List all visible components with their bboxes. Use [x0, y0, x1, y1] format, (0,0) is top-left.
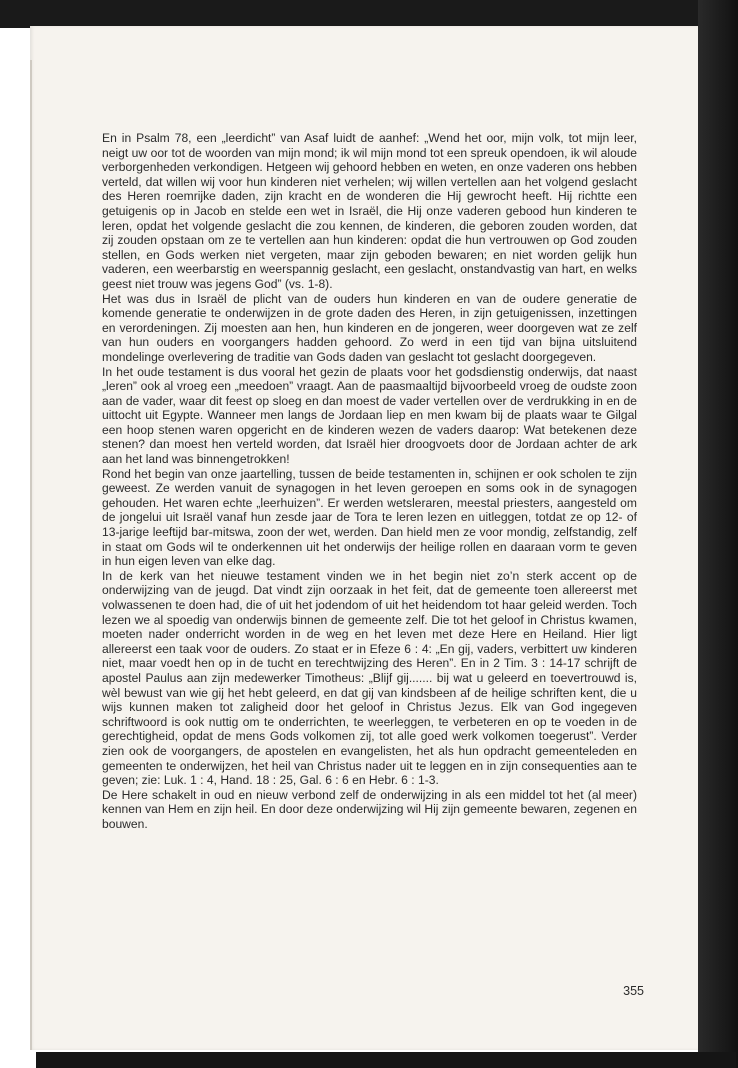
paragraph-israel-duty: Het was dus in Israël de plicht van de ouders hun kinderen en van de oudere generatie de komende generatie te onderwijzen in de grote daden des Heren, in zijn getuigenissen, inzettingen en verordeningen. Zij moesten aan hen, hun kinderen en de jongeren, weer doorgeven wat ze zelf van hun ouders en voorgangers hadden gehoord. Zo werd in een tijd van bijna uitsluitend mondelinge overlevering de traditie van Gods daden van geslacht tot geslacht doorgegeven. [102, 291, 637, 364]
page-number: 355 [623, 984, 644, 998]
paragraph-psalm-78: En in Psalm 78, een „leerdicht” van Asaf luidt de aanhef: „Wend het oor, mijn volk, tot mijn leer, neigt uw oor tot de woorden van mijn mond; ik wil mijn mond tot een spreuk opendoen, ik wil aloude verborgenheden verkondigen. Hetgeen wij gehoord hebben en weten, en onze vaderen ons hebben verteld, dat willen wij voor hun kinderen niet verhelen; wij willen vertellen aan het volgend geslacht des Heren roemrijke daden, zijn kracht en de wonderen die Hij gewrocht heeft. Hij richtte een getuigenis op in Jacob en stelde een wet in Israël, die Hij onze vaderen gebood hun kinderen te leren, opdat het volgende geslacht die zou kennen, de kinderen, die geboren zouden worden, dat zij zouden opstaan om ze te vertellen aan hun kinderen: opdat die hun vertrouwen op God zouden stellen, en Gods werken niet vergeten, maar zijn geboden bewaren; en niet worden gelijk hun vaderen, een weerbarstig en weerspannig geslacht, een geslacht, onstandvastig van hart, en welks geest niet trouw was jegens God” (vs. 1-8). [102, 131, 637, 291]
paragraph-old-testament-family: In het oude testament is dus vooral het gezin de plaats voor het godsdienstig onderwijs, dat naast „leren” ook al vroeg een „meedoen” vraagt. Aan de paasmaaltijd bijvoorbeeld vroeg de oudste zoon aan de vader, waar dit feest op sloeg en dan moest de vader vertellen over de verdrukking in en de uittocht uit Egypte. Wanneer men langs de Jordaan liep en men kwam bij de plaats waar te Gilgal een hoop stenen waren opgericht en de kinderen wezen de vaders daarop: Wat betekenen deze stenen? dan moest hen verteld worden, dat Israël hier droogvoets door de Jordaan achter de ark aan het land was binnengetrokken! [102, 364, 637, 467]
scan-border-right [698, 0, 738, 1068]
body-text [102, 131, 637, 832]
paragraph-new-testament-church: In de kerk van het nieuwe testament vinden we in het begin niet zo’n sterk accent op de onderwijzing van de jeugd. Dat vindt zijn oorzaak in het feit, dat de gemeente toen allereerst met volwassenen te doen had, die of uit het jodendom of uit het heidendom tot haar geleid werden. Toch lezen we al spoedig van onderwijs binnen de gemeente zelf. Die tot het geloof in Christus kwamen, moeten nader onderricht worden in de weg en het leven met deze Here en Heiland. Hier ligt allereerst een taak voor de ouders. Zo staat er in Efeze 6 : 4: „En gij, vaders, verbittert uw kinderen niet, maar voedt hen op in de tucht en terechtwijzing des Heren”. En in 2 Tim. 3 : 14-17 schrijft de apostel Paulus aan zijn medewerker Timotheus: „Blijf gij....... bij wat u geleerd en toevertrouwd is, wèl bewust van wie gij het hebt geleerd, en dat gij van kindsbeen af de heilige schriften kent, die u wijs kunnen maken tot zaligheid door het geloof in Christus Jezus. Elk van God ingegeven schriftwoord is ook nuttig om te onderrichten, te weerleggen, te verbeteren en op te voeden in de gerechtigheid, opdat de mens Gods volkomen zij, tot alle goed werk volkomen toegerust”. Verder zien ook de voorgangers, de apostelen en evangelisten, het als hun opdracht gemeenteleden en gemeenten te onderwijzen, het heil van Christus nader uit te leggen en in zijn consequenties aan te geven; zie: Luk. 1 : 4, Hand. 18 : 25, Gal. 6 : 6 en Hebr. 6 : 1-3. [102, 568, 637, 788]
scan-border-top [0, 0, 738, 28]
page-binding-edge [30, 60, 32, 1050]
paragraph-synagogue-schools: Rond het begin van onze jaartelling, tussen de beide testamenten in, schijnen er ook scholen te zijn geweest. Ze werden vanuit de synagogen in het leven geroepen en soms ook in de synagogen gehouden. Het waren echte „leerhuizen”. Er werden wetsleraren, meestal priesters, aangesteld om de jongelui uit Israël vanaf hun zesde jaar de Tora te leren lezen en uitleggen, totdat ze op 12- of 13-jarige leeftijd bar-mitswa, zoon der wet, werden. Dan hield men ze voor mondig, zelfstandig, zelf in staat om Gods wil te onderkennen uit het onderwijs der heilige rollen en daaraan vorm te geven in hun eigen leven van elke dag. [102, 466, 637, 569]
paragraph-conclusion: De Here schakelt in oud en nieuw verbond zelf de onderwijzing in als een middel tot het (al meer) kennen van Hem en zijn heil. En door deze onderwijzing wil Hij zijn gemeente bewaren, zegenen en bouwen. [102, 787, 637, 831]
scan-border-bottom [36, 1052, 736, 1068]
